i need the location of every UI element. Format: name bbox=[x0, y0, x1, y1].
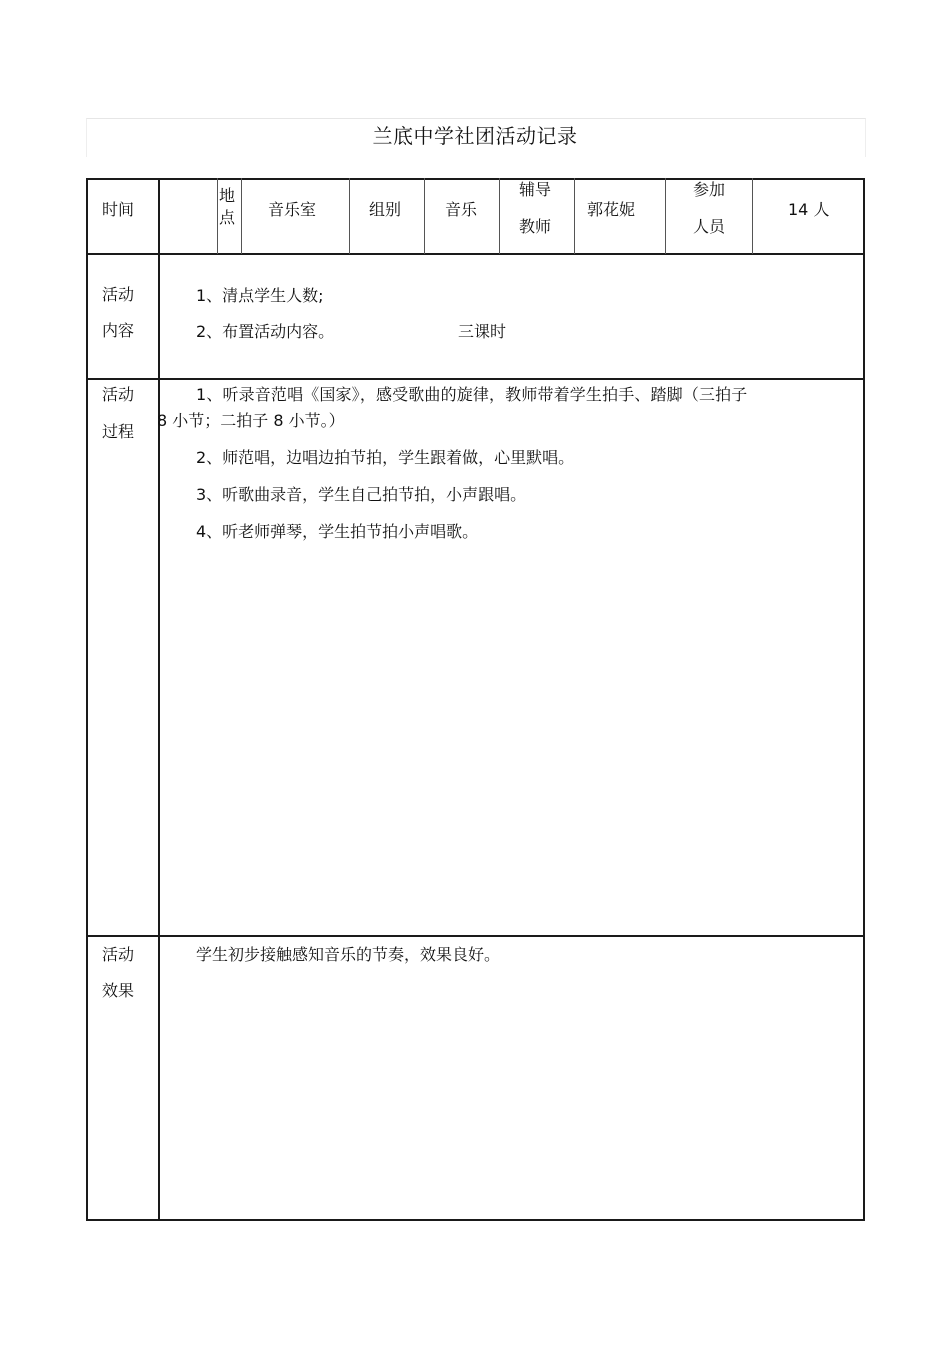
place-label-line1: 地 bbox=[219, 186, 236, 205]
label-column-divider bbox=[158, 178, 160, 1221]
place-label bbox=[219, 185, 235, 229]
header-col-divider bbox=[349, 178, 350, 254]
header-col-divider bbox=[241, 178, 242, 254]
content-line-2: 2、布置活动内容。 bbox=[196, 322, 335, 341]
content-line-1: 1、清点学生人数; bbox=[196, 286, 324, 305]
participants-value: 14 人 bbox=[788, 200, 830, 219]
table-border-right bbox=[863, 178, 865, 1221]
group-label: 组别 bbox=[369, 200, 402, 219]
participants-label-line1: 参加 bbox=[693, 180, 726, 199]
content-label-line1: 活动 bbox=[102, 285, 135, 304]
process-line-4: 4、听老师弹琴，学生拍节拍小声唱歌。 bbox=[196, 522, 479, 541]
place-value: 音乐室 bbox=[268, 200, 317, 219]
participants-label-line2: 人员 bbox=[693, 217, 726, 236]
teacher-label-line2: 教师 bbox=[519, 217, 552, 236]
header-col-divider bbox=[665, 178, 666, 254]
header-col-divider bbox=[574, 178, 575, 254]
header-col-divider bbox=[499, 178, 500, 254]
table-border-left bbox=[86, 178, 88, 1221]
effect-label-line2: 效果 bbox=[102, 981, 135, 1000]
table-border-top bbox=[86, 178, 865, 180]
group-value: 音乐 bbox=[445, 200, 478, 219]
header-col-divider bbox=[752, 178, 753, 254]
process-line-1b: 8 小节；二拍子 8 小节。） bbox=[157, 411, 345, 430]
page-title: 兰底中学社团活动记录 bbox=[372, 124, 578, 148]
row-divider-header bbox=[86, 253, 865, 255]
header-col-divider bbox=[424, 178, 425, 254]
time-label: 时间 bbox=[102, 200, 135, 219]
process-label-line1: 活动 bbox=[102, 385, 135, 404]
process-line-1a: 1、听录音范唱《国家》，感受歌曲的旋律，教师带着学生拍手、踏脚（三拍子 bbox=[196, 385, 748, 404]
content-label-line2: 内容 bbox=[102, 321, 135, 340]
teacher-label-line1: 辅导 bbox=[519, 180, 552, 199]
effect-line-1: 学生初步接触感知音乐的节奏，效果良好。 bbox=[196, 945, 501, 964]
process-line-3: 3、听歌曲录音，学生自己拍节拍，小声跟唱。 bbox=[196, 485, 527, 504]
teacher-value: 郭花妮 bbox=[587, 200, 636, 219]
effect-label-line1: 活动 bbox=[102, 945, 135, 964]
row-divider-process bbox=[86, 935, 865, 937]
header-col-divider bbox=[217, 178, 218, 254]
content-duration: 三课时 bbox=[458, 322, 507, 341]
table-border-bottom bbox=[86, 1219, 865, 1221]
process-label-line2: 过程 bbox=[102, 422, 135, 441]
process-line-2: 2、师范唱，边唱边拍节拍，学生跟着做，心里默唱。 bbox=[196, 448, 575, 467]
row-divider-content bbox=[86, 378, 865, 380]
place-label-line2: 点 bbox=[219, 208, 236, 227]
